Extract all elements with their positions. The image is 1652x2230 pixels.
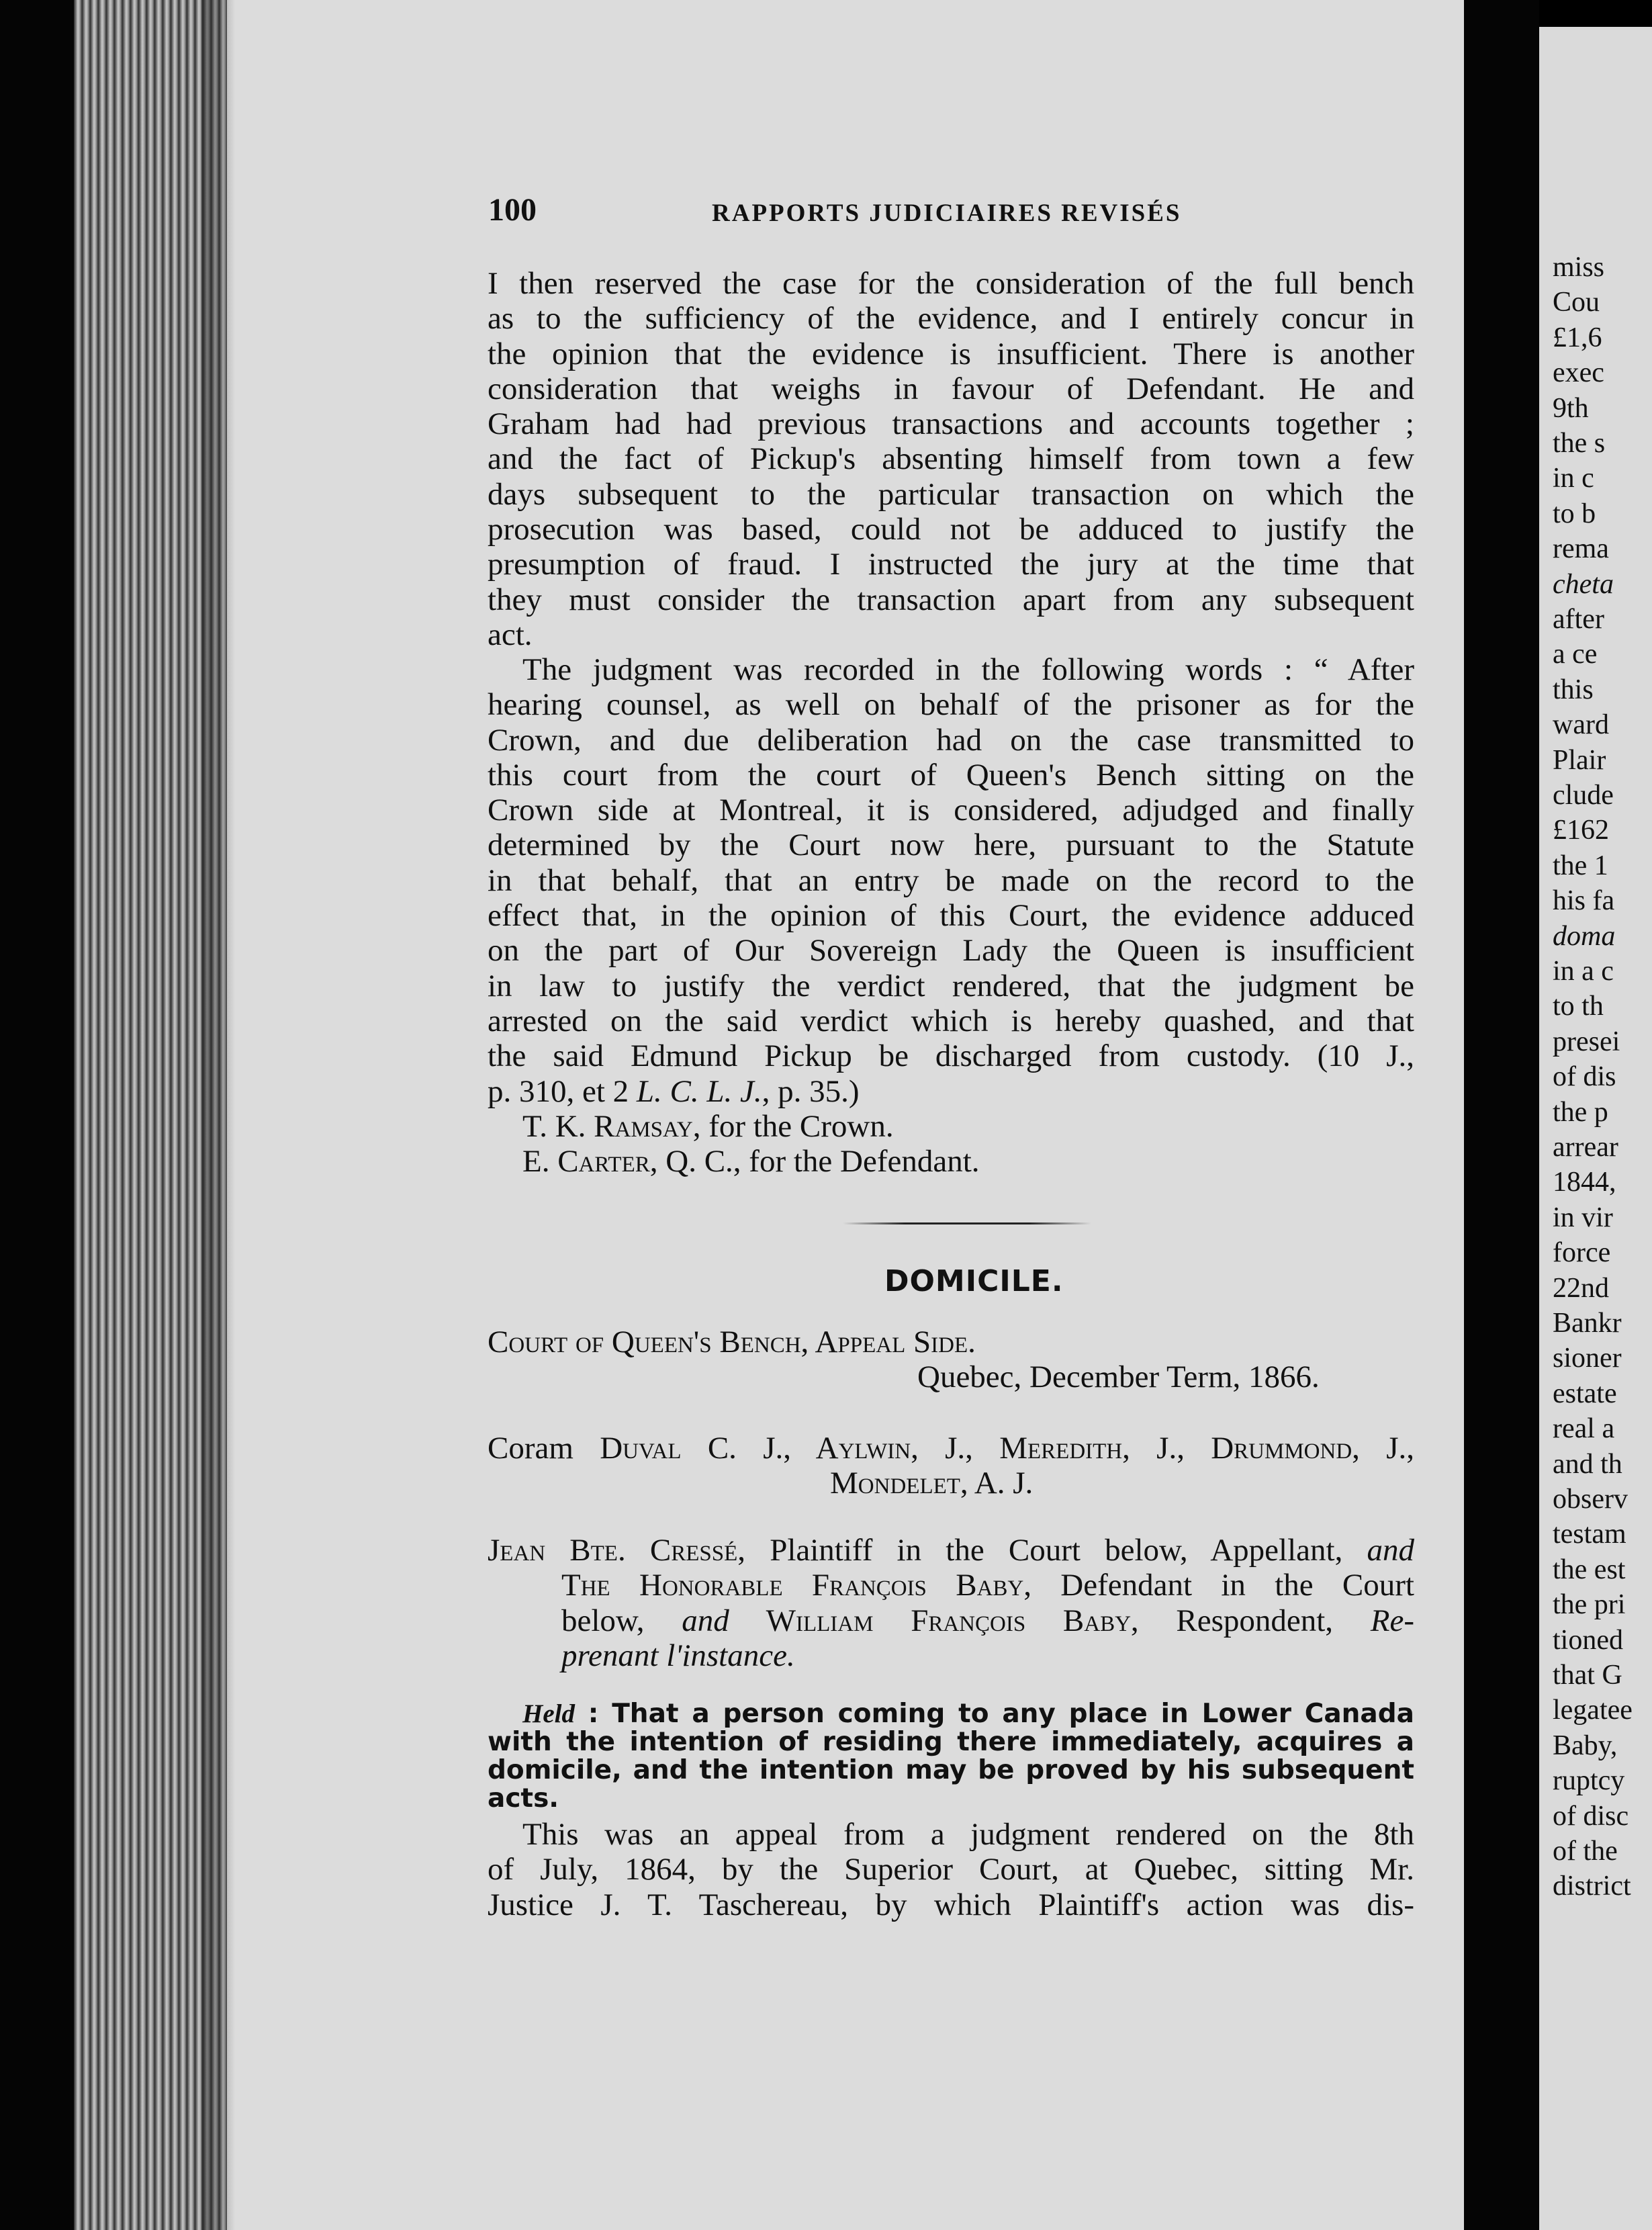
section-title: DOMICILE. bbox=[884, 1264, 1064, 1298]
text-line: of July, 1864, by the Superior Court, at Quebec, sitting Mr. bbox=[488, 1852, 1414, 1887]
appellant-role: , Plaintiff in the Court below, Appellant, bbox=[737, 1533, 1367, 1568]
coram-judges: Duval C. J., Aylwin, J., Meredith, J., Drummond, J., bbox=[600, 1431, 1414, 1466]
page-binding-shadow bbox=[201, 0, 235, 2230]
facing-page-line: clude bbox=[1553, 780, 1614, 811]
facing-page-line: district bbox=[1553, 1871, 1631, 1902]
section-divider bbox=[843, 1222, 1091, 1224]
facing-page-line: the est bbox=[1553, 1554, 1626, 1585]
text-line: act. bbox=[488, 617, 533, 652]
text-line: they must consider the transaction apart from any subsequent bbox=[488, 582, 1414, 617]
book-gutter bbox=[1464, 0, 1539, 2230]
court-name: Court of Queen's Bench, Appeal Side. bbox=[488, 1325, 976, 1359]
facing-page-line: Cou bbox=[1553, 287, 1600, 318]
coram-line-2: Mondelet, A. J. bbox=[830, 1466, 1034, 1501]
parties-line bbox=[488, 1568, 1414, 1603]
facing-page-line: exec bbox=[1553, 357, 1604, 389]
facing-page-line: Baby, bbox=[1553, 1730, 1618, 1761]
facing-page-line: £1,6 bbox=[1553, 322, 1602, 353]
facing-page-line: and th bbox=[1553, 1448, 1622, 1480]
facing-page-line: of the bbox=[1553, 1836, 1618, 1867]
counsel-crown bbox=[488, 1109, 1414, 1144]
text-line: the said Edmund Pickup be discharged from custody. (10 J., bbox=[488, 1038, 1414, 1074]
facing-page-line: ward bbox=[1553, 709, 1609, 741]
facing-page-line: cheta bbox=[1553, 568, 1614, 600]
text-line: the opinion that the evidence is insufficient. There is another bbox=[488, 336, 1414, 371]
court-heading bbox=[488, 1325, 1414, 1395]
text-line: presumption of fraud. I instructed the jury at the time that bbox=[488, 547, 1414, 582]
held-text: : That a person coming to any place in Lower Canada with the intention of residing there immediately, acquires a domicile, and the intention may be proved by his subsequent acts. bbox=[488, 1699, 1414, 1814]
court-term: Quebec, December Term, 1866. bbox=[917, 1359, 1320, 1395]
facing-page-line: estate bbox=[1553, 1378, 1617, 1409]
page-number: 100 bbox=[488, 192, 537, 228]
text-line: arrested on the said verdict which is hereby quashed, and that bbox=[488, 1003, 1414, 1038]
facing-page-line: 9th bbox=[1553, 392, 1589, 424]
parties-line bbox=[488, 1533, 1414, 1568]
case-opening bbox=[488, 1817, 1414, 1922]
facing-page-line: observ bbox=[1553, 1484, 1628, 1515]
coram-prefix: Coram bbox=[488, 1431, 600, 1466]
reprenant-start: Re- bbox=[1370, 1603, 1415, 1638]
counsel-name: E. Carter bbox=[522, 1144, 650, 1179]
facing-page-line: in c bbox=[1553, 463, 1594, 494]
citation-line bbox=[488, 1074, 1414, 1109]
text-line: and the fact of Pickup's absenting himself from town a few bbox=[488, 441, 1414, 477]
facing-page-line: doma bbox=[1553, 920, 1616, 952]
facing-page-line: of dis bbox=[1553, 1061, 1616, 1093]
counsel-name: T. K. Ramsay bbox=[522, 1108, 693, 1144]
facing-page-line: to b bbox=[1553, 498, 1596, 529]
facing-page-line: 22nd bbox=[1553, 1272, 1609, 1304]
text-line: hearing counsel, as well on behalf of the prisoner as for the bbox=[488, 687, 1414, 723]
facing-page-line: tioned bbox=[1553, 1624, 1623, 1656]
facing-page bbox=[1539, 27, 1652, 2230]
defendant-role: , Defendant in the Court bbox=[1023, 1568, 1414, 1603]
facing-page-line: of disc bbox=[1553, 1800, 1629, 1832]
text-line: in that behalf, that an entry be made on the record to the bbox=[488, 862, 1414, 898]
facing-page-line: sioner bbox=[1553, 1343, 1622, 1374]
facing-page-line: rema bbox=[1553, 533, 1609, 565]
facing-page-line: the p bbox=[1553, 1096, 1608, 1128]
facing-page-line: this bbox=[1553, 674, 1594, 705]
parties-text: below, bbox=[561, 1603, 682, 1638]
facing-page-line: in a c bbox=[1553, 956, 1614, 987]
facing-page-line: his fa bbox=[1553, 885, 1615, 917]
coram-line bbox=[488, 1431, 1414, 1466]
parties bbox=[488, 1533, 1414, 1673]
text-line: this court from the court of Queen's Bench sitting on the bbox=[488, 757, 1414, 793]
text-line: effect that, in the opinion of this Court, the evidence adduced bbox=[488, 898, 1414, 934]
respondent-role: , Respondent, bbox=[1130, 1603, 1371, 1638]
running-head: RAPPORTS JUDICIAIRES REVISÉS bbox=[712, 199, 1182, 227]
coram bbox=[488, 1431, 1414, 1501]
held-headnote bbox=[488, 1700, 1414, 1813]
text-line: prosecution was based, could not be adduced to justify the bbox=[488, 512, 1414, 547]
facing-page-line: ruptcy bbox=[1553, 1765, 1625, 1797]
respondent-name: William François Baby bbox=[729, 1603, 1131, 1638]
citation-reporter: L. C. L. J. bbox=[636, 1073, 762, 1109]
facing-page-line: a ce bbox=[1553, 639, 1598, 670]
facing-page-line: testam bbox=[1553, 1519, 1626, 1550]
facing-page-line: the s bbox=[1553, 428, 1606, 459]
facing-page-line: the pri bbox=[1553, 1589, 1626, 1621]
conjunction: and bbox=[1367, 1533, 1415, 1568]
facing-page-line: Bankr bbox=[1553, 1308, 1622, 1339]
text-line: consideration that weighs in favour of Defendant. He and bbox=[488, 371, 1414, 406]
facing-page-line: the 1 bbox=[1553, 850, 1608, 881]
appellant-name: Jean Bte. Cressé bbox=[488, 1533, 738, 1568]
citation-text: p. 310, et 2 bbox=[488, 1073, 637, 1109]
text-line: as to the sufficiency of the evidence, and I entirely concur in bbox=[488, 301, 1414, 337]
facing-page-line: real a bbox=[1553, 1413, 1615, 1445]
text-line: in law to justify the verdict rendered, that the judgment be bbox=[488, 968, 1414, 1004]
citation-page: , p. 35.) bbox=[762, 1073, 860, 1109]
facing-page-line: 1844, bbox=[1553, 1167, 1616, 1198]
counsel-role: , for the Crown. bbox=[692, 1108, 894, 1144]
text-line: days subsequent to the particular transaction on which the bbox=[488, 476, 1414, 512]
text-line: Justice J. T. Taschereau, by which Plaintiff's action was dis- bbox=[488, 1887, 1414, 1922]
facing-page-line: miss bbox=[1553, 252, 1605, 283]
text-line: Graham had had previous transactions and accounts together ; bbox=[488, 406, 1414, 442]
conjunction: and bbox=[682, 1603, 729, 1638]
facing-page-line: to th bbox=[1553, 991, 1604, 1022]
book-edge-shadow bbox=[0, 0, 74, 2230]
defendant-name: The Honorable François Baby bbox=[561, 1568, 1024, 1603]
text-line: Crown side at Montreal, it is considered, adjudged and finally bbox=[488, 793, 1414, 828]
held-label: Held bbox=[522, 1699, 575, 1728]
text-line: The judgment was recorded in the following words : “ After bbox=[522, 652, 1414, 687]
facing-page-line: Plair bbox=[1553, 744, 1606, 776]
facing-page-line: after bbox=[1553, 604, 1604, 635]
text-line: determined by the Court now here, pursuant to the Statute bbox=[488, 828, 1414, 863]
facing-page-line: force bbox=[1553, 1237, 1611, 1269]
previous-case-paragraph-2 bbox=[488, 652, 1414, 1179]
facing-page-line: £162 bbox=[1553, 815, 1609, 846]
text-line: I then reserved the case for the consideration of the full bench bbox=[488, 266, 1414, 301]
facing-page-line: presei bbox=[1553, 1026, 1620, 1057]
facing-page-line: arrear bbox=[1553, 1132, 1618, 1163]
reprenant-end: prenant l'instance. bbox=[561, 1638, 795, 1673]
previous-case-paragraph-1 bbox=[488, 266, 1414, 652]
facing-page-line: that G bbox=[1553, 1660, 1622, 1691]
counsel-defendant bbox=[488, 1144, 1414, 1179]
text-line: Crown, and due deliberation had on the case transmitted to bbox=[488, 722, 1414, 758]
facing-page-line: legatee bbox=[1553, 1695, 1633, 1726]
facing-page-line: in vir bbox=[1553, 1202, 1613, 1233]
parties-line bbox=[488, 1603, 1414, 1638]
text-line: This was an appeal from a judgment rendered on the 8th bbox=[522, 1817, 1414, 1852]
counsel-role: , Q. C., for the Defendant. bbox=[649, 1144, 980, 1179]
text-line: on the part of Our Sovereign Lady the Queen is insufficient bbox=[488, 933, 1414, 969]
